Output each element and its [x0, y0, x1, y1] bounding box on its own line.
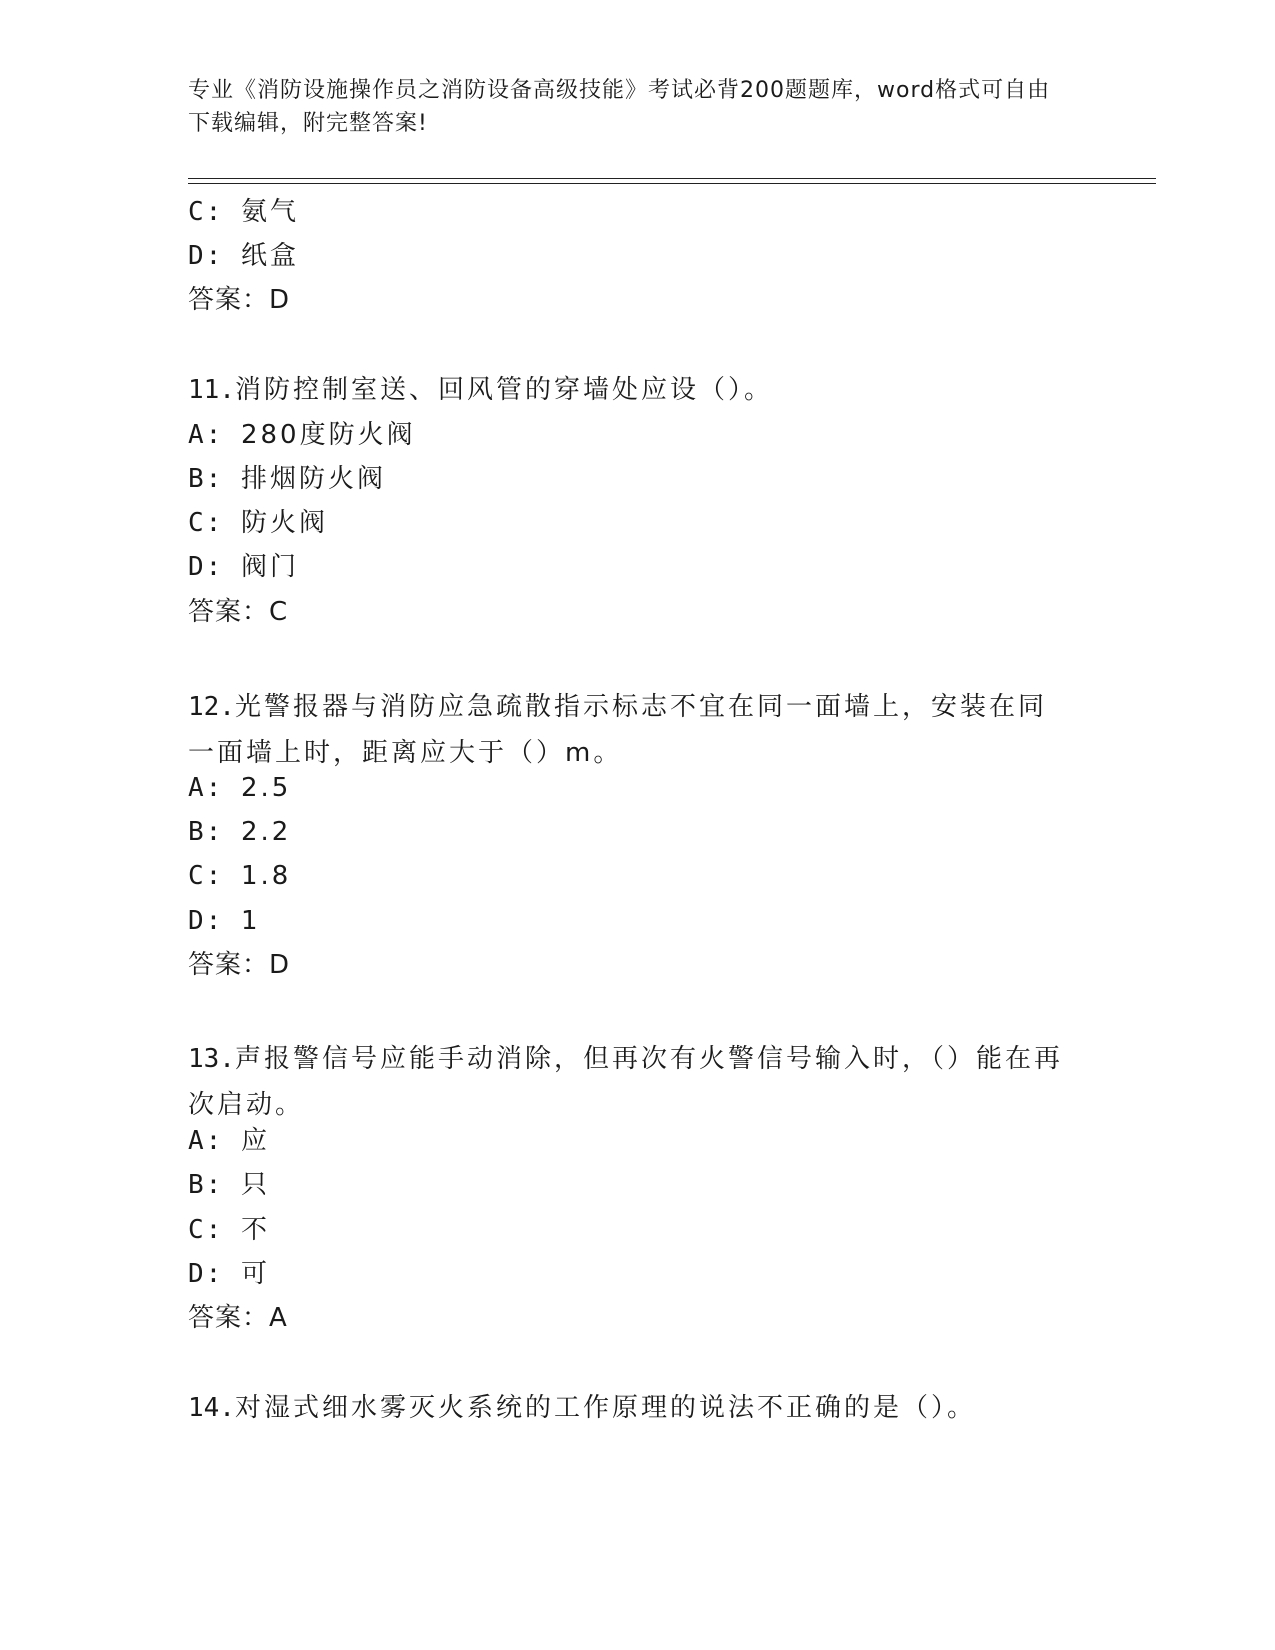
- q11-option-d: [188, 549, 299, 585]
- q12-option-d: [188, 903, 261, 939]
- option-letter: A:: [188, 1126, 224, 1156]
- question-number: 12.: [188, 692, 235, 722]
- option-text: 2.5: [240, 773, 292, 803]
- q13-option-b: [188, 1167, 270, 1203]
- option-text: 不: [240, 1215, 270, 1245]
- q12-option-a: [188, 770, 291, 806]
- document-header: 专业《消防设施操作员之消防设备高级技能》考试必背200题题库，word格式可自由下载编辑，附完整答案!: [188, 78, 1051, 136]
- option-letter: A:: [188, 420, 224, 450]
- question-text: 对湿式细水雾灭火系统的工作原理的说法不正确的是（）。: [234, 1393, 976, 1423]
- q13-answer: 答案：A: [188, 1303, 288, 1333]
- q12-answer: 答案：D: [188, 950, 291, 980]
- question-14: [188, 1390, 976, 1426]
- q13-option-a: [188, 1123, 270, 1159]
- option-letter: B:: [188, 817, 224, 847]
- option-text: 应: [240, 1126, 270, 1156]
- q11-option-a: [188, 417, 416, 453]
- option-letter: B:: [188, 464, 224, 494]
- option-letter: D:: [188, 241, 224, 271]
- question-number: 13.: [188, 1044, 235, 1074]
- prev-option-d: [188, 238, 299, 274]
- question-11: [188, 372, 773, 408]
- q11-option-b: [188, 461, 386, 497]
- question-number: 11.: [188, 375, 235, 405]
- option-text: 2.2: [240, 817, 292, 847]
- option-text: 280度防火阀: [240, 420, 416, 450]
- option-text: 排烟防火阀: [240, 464, 386, 494]
- q11-option-c: [188, 505, 328, 541]
- question-text: 光警报器与消防应急疏散指示标志不宜在同一面墙上，安装在同一面墙上时，距离应大于（）m。: [188, 692, 1047, 768]
- prev-option-c: [188, 194, 299, 230]
- q12-option-b: [188, 814, 291, 850]
- option-text: 阀门: [240, 552, 299, 582]
- option-text: 防火阀: [240, 508, 328, 538]
- option-letter: D:: [188, 906, 224, 936]
- option-text: 氨气: [240, 197, 299, 227]
- q11-answer: 答案：C: [188, 597, 289, 627]
- question-text: 声报警信号应能手动消除，但再次有火警信号输入时，（）能在再次启动。: [188, 1044, 1063, 1120]
- question-12: [188, 684, 1068, 776]
- option-letter: C:: [188, 1215, 224, 1245]
- option-letter: D:: [188, 1259, 224, 1289]
- q12-option-c: [188, 858, 291, 894]
- option-text: 只: [240, 1170, 270, 1200]
- option-letter: D:: [188, 552, 224, 582]
- option-letter: A:: [188, 773, 224, 803]
- option-letter: C:: [188, 197, 224, 227]
- option-text: 1: [240, 906, 261, 936]
- question-number: 14.: [188, 1393, 235, 1423]
- option-text: 可: [240, 1259, 270, 1289]
- option-letter: C:: [188, 861, 224, 891]
- question-13: [188, 1036, 1068, 1128]
- option-letter: C:: [188, 508, 224, 538]
- header-rule-bottom: [188, 183, 1156, 184]
- option-letter: B:: [188, 1170, 224, 1200]
- q13-option-c: [188, 1212, 270, 1248]
- question-text: 消防控制室送、回风管的穿墙处应设（）。: [234, 375, 773, 405]
- header-rule-top: [188, 178, 1156, 179]
- option-text: 纸盒: [240, 241, 299, 271]
- prev-answer: 答案：D: [188, 285, 291, 315]
- option-text: 1.8: [240, 861, 292, 891]
- q13-option-d: [188, 1256, 270, 1292]
